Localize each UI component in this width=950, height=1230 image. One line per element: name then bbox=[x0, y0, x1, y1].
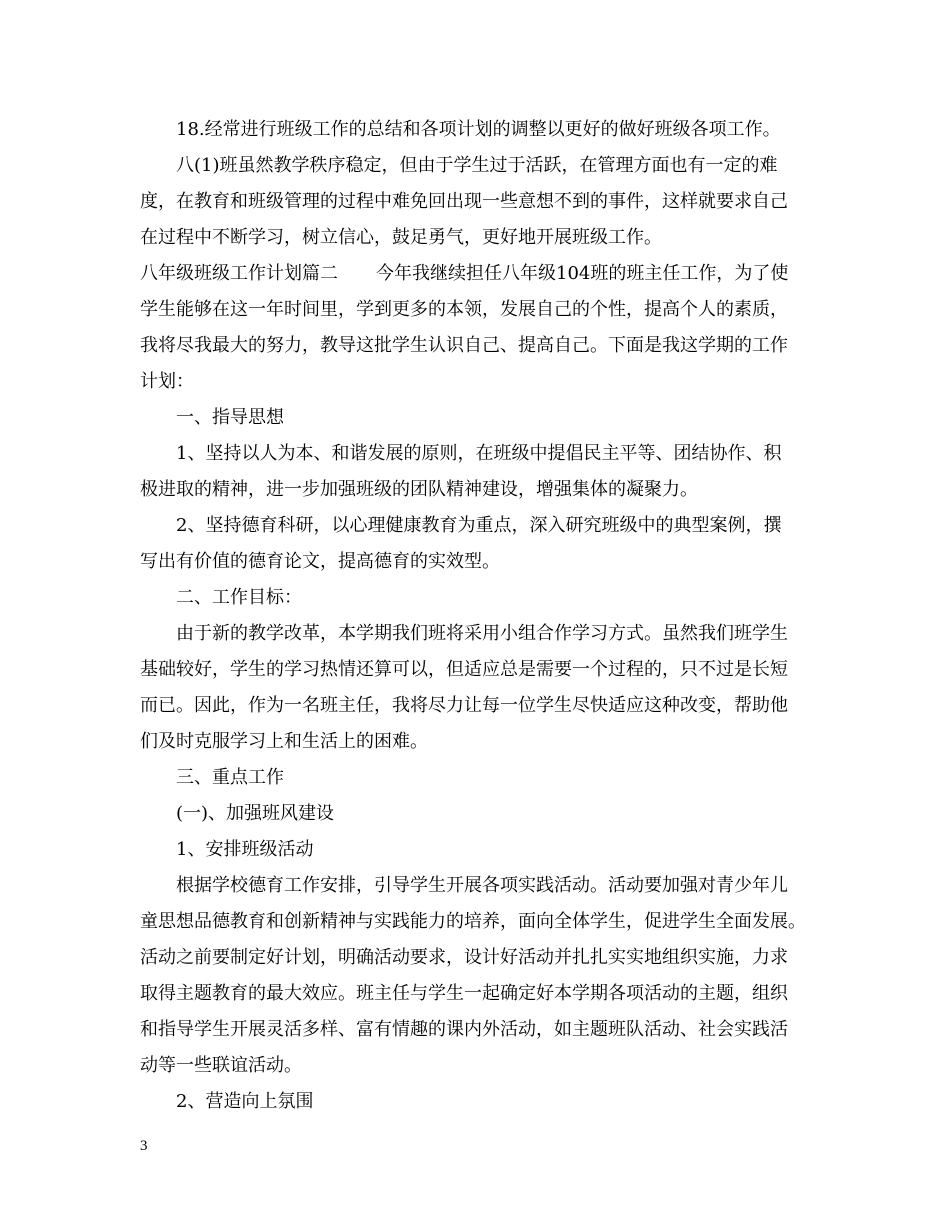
subheading: 二、工作目标： bbox=[176, 587, 302, 608]
text-line: 写出有价值的德育论文，提高德育的实效型。 bbox=[140, 551, 500, 572]
text-line: 度，在教育和班级管理的过程中难免回出现一些意想不到的事件，这样就要求自己 bbox=[140, 191, 788, 212]
text-run: 今年我继续担任八年级104班的班主任工作，为了使 bbox=[376, 263, 789, 284]
text-line: 们及时克服学习上和生活上的困难。 bbox=[140, 731, 428, 752]
page-number: 3 bbox=[140, 1138, 148, 1154]
text-line: 动等一些联谊活动。 bbox=[140, 1055, 302, 1076]
text-line: 计划： bbox=[140, 371, 194, 392]
text-line: 学生能够在这一年时间里，学到更多的本领，发展自己的个性，提高个人的素质， bbox=[140, 299, 788, 320]
text-line: 和指导学生开展灵活多样、富有情趣的课内外活动，如主题班队活动、社会实践活 bbox=[140, 1019, 788, 1040]
text-line: 在过程中不断学习，树立信心，鼓足勇气，更好地开展班级工作。 bbox=[140, 227, 662, 248]
text-line: 根据学校德育工作安排，引导学生开展各项实践活动。活动要加强对青少年儿 bbox=[176, 875, 788, 896]
text-line: 基础较好，学生的学习热情还算可以，但适应总是需要一个过程的，只不过是长短 bbox=[140, 659, 788, 680]
text-line: 我将尽我最大的努力，教导这批学生认识自己、提高自己。下面是我这学期的工作 bbox=[140, 335, 788, 356]
text-line: 1、坚持以人为本、和谐发展的原则，在班级中提倡民主平等、团结协作、积 bbox=[176, 443, 782, 464]
document-body bbox=[140, 112, 820, 1120]
section-heading: 八年级班级工作计划篇二 bbox=[140, 263, 338, 284]
text-line: 极进取的精神，进一步加强班级的团队精神建设，增强集体的凝聚力。 bbox=[140, 479, 698, 500]
text-line: 2、坚持德育科研，以心理健康教育为重点，深入研究班级中的典型案例，撰 bbox=[176, 515, 782, 536]
text-line: 取得主题教育的最大效应。班主任与学生一起确定好本学期各项活动的主题，组织 bbox=[140, 983, 788, 1004]
subheading: (一)、加强班风建设 bbox=[176, 803, 335, 824]
text-line: 18.经常进行班级工作的总结和各项计划的调整以更好的做好班级各项工作。 bbox=[176, 119, 781, 140]
subheading: 2、营造向上氛围 bbox=[176, 1091, 314, 1112]
text-line: 八(1)班虽然教学秩序稳定，但由于学生过于活跃，在管理方面也有一定的难 bbox=[176, 155, 778, 176]
text-line: 而已。因此，作为一名班主任，我将尽力让每一位学生尽快适应这种改变，帮助他 bbox=[140, 695, 788, 716]
text-line: 由于新的教学改革，本学期我们班将采用小组合作学习方式。虽然我们班学生 bbox=[176, 623, 788, 644]
section-heading-line bbox=[140, 256, 820, 292]
text-line: 活动之前要制定好计划，明确活动要求，设计好活动并扎扎实实地组织实施，力求 bbox=[140, 947, 788, 968]
subheading: 1、安排班级活动 bbox=[176, 839, 314, 860]
subheading: 一、指导思想 bbox=[176, 407, 284, 428]
subheading: 三、重点工作 bbox=[176, 767, 284, 788]
text-line: 童思想品德教育和创新精神与实践能力的培养，面向全体学生，促进学生全面发展。 bbox=[140, 911, 806, 932]
